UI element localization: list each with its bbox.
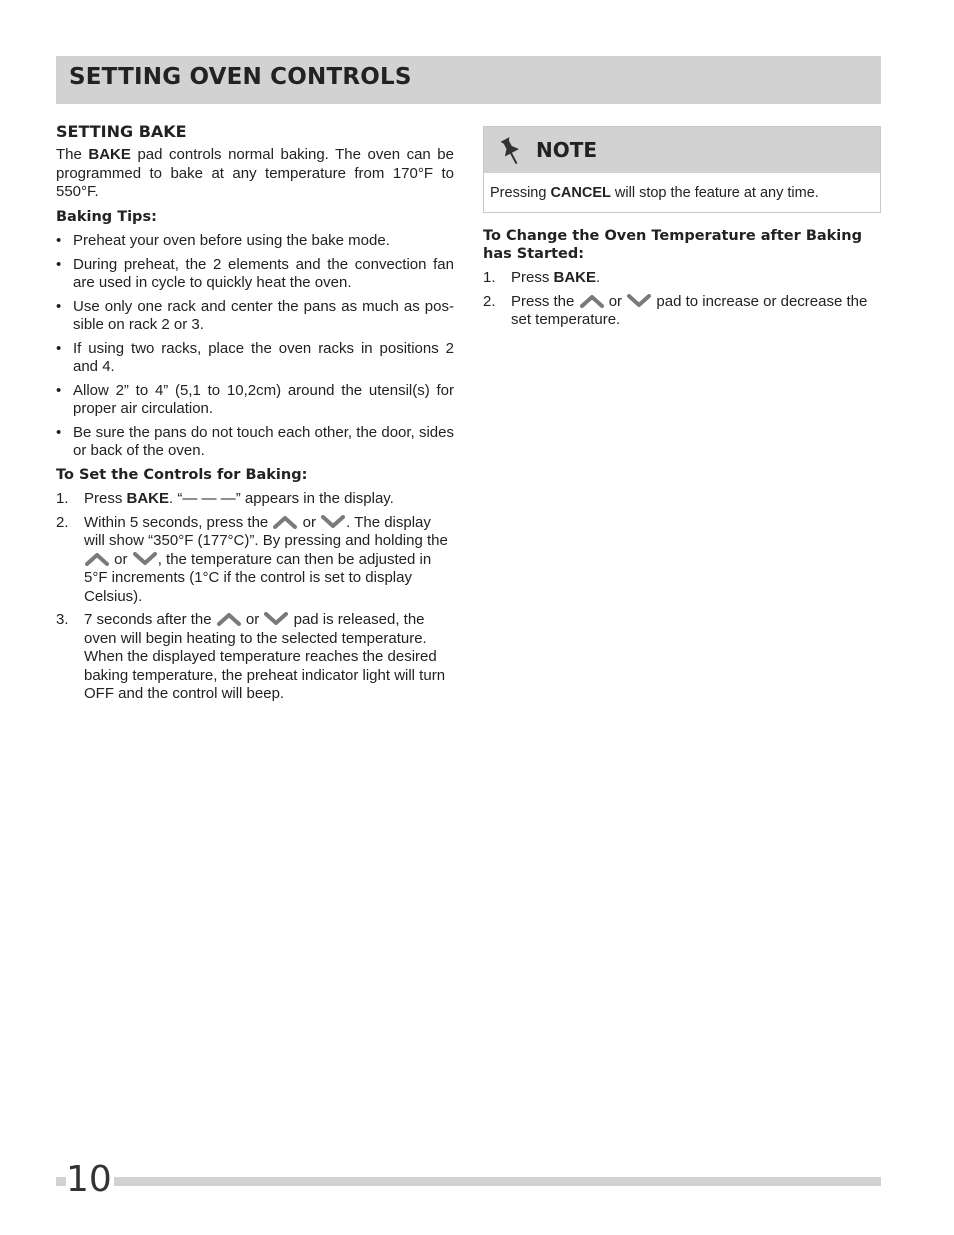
up-arrow-icon [85, 552, 109, 566]
step-item: 1. Press BAKE. [483, 269, 601, 286]
note-text: Pressing CANCEL will stop the feature at any time. [490, 185, 819, 201]
change-temp-steps [483, 269, 881, 330]
set-controls-steps [56, 490, 454, 704]
list-item: • During preheat, the 2 elements and the convection fan are used in cycle to quickly heat the oven. [56, 256, 454, 293]
step-item: 3. 7 seconds after the or pad is released, the oven will begin heating to the selected temperature. When the displayed temperature reaches the desired baking temperature, the preheat indicator light will turn OFF and the control will beep. [56, 611, 446, 702]
list-item: • Allow 2” to 4” (5,1 to 10,2cm) around the utensil(s) for proper air circulation. [56, 382, 454, 419]
baking-tips-list [56, 232, 454, 461]
footer-bar [56, 1177, 881, 1186]
step-number: 1. [483, 269, 496, 286]
page-header-banner [56, 56, 881, 104]
up-arrow-icon [273, 515, 297, 529]
left-column [56, 122, 454, 709]
step-item: 2. Within 5 seconds, press the or . The display will show “350°F (177°C)”. By pressing and holding the or , the temperature can then be adjusted in 5°F increments (1°C if the control is set to display Celsius). [56, 513, 448, 605]
page-title: SETTING OVEN CONTROLS [69, 64, 412, 90]
note-label: NOTE [536, 138, 598, 162]
change-temp-heading: To Change the Oven Temperature after Baking has Started: [483, 228, 862, 262]
note-box [483, 126, 881, 213]
intro-paragraph: The BAKE pad controls normal baking. The oven can be programmed to bake at any temperature from 170°F to 550°F. [56, 146, 454, 200]
down-arrow-icon [264, 612, 288, 626]
step-item: 2. Press the or pad to increase or decrease the set temperature. [483, 292, 868, 328]
list-item: • If using two racks, place the oven racks in positions 2 and 4. [56, 340, 454, 377]
list-item: • Preheat your oven before using the bake mode. [56, 232, 454, 251]
step-number: 2. [483, 292, 496, 310]
up-arrow-icon [217, 612, 241, 626]
step-number: 2. [56, 513, 69, 531]
up-arrow-icon [580, 294, 604, 308]
page-number: 10 [66, 1159, 112, 1200]
list-item: • Be sure the pans do not touch each other, the door, sides or back of the oven. [56, 424, 454, 461]
down-arrow-icon [627, 294, 651, 308]
step-item: 1. Press BAKE. “— — —” appears in the display. [56, 490, 394, 507]
list-item: • Use only one rack and center the pans as much as pos-sible on rack 2 or 3. [56, 298, 454, 335]
right-column [483, 126, 881, 335]
down-arrow-icon [133, 552, 157, 566]
set-controls-heading: To Set the Controls for Baking: [56, 466, 308, 483]
baking-tips-heading: Baking Tips: [56, 208, 157, 225]
step-number: 1. [56, 490, 69, 507]
pushpin-icon [499, 136, 523, 166]
section-title-setting-bake: SETTING BAKE [56, 122, 187, 141]
down-arrow-icon [321, 515, 345, 529]
note-header [484, 127, 880, 173]
step-number: 3. [56, 611, 69, 628]
